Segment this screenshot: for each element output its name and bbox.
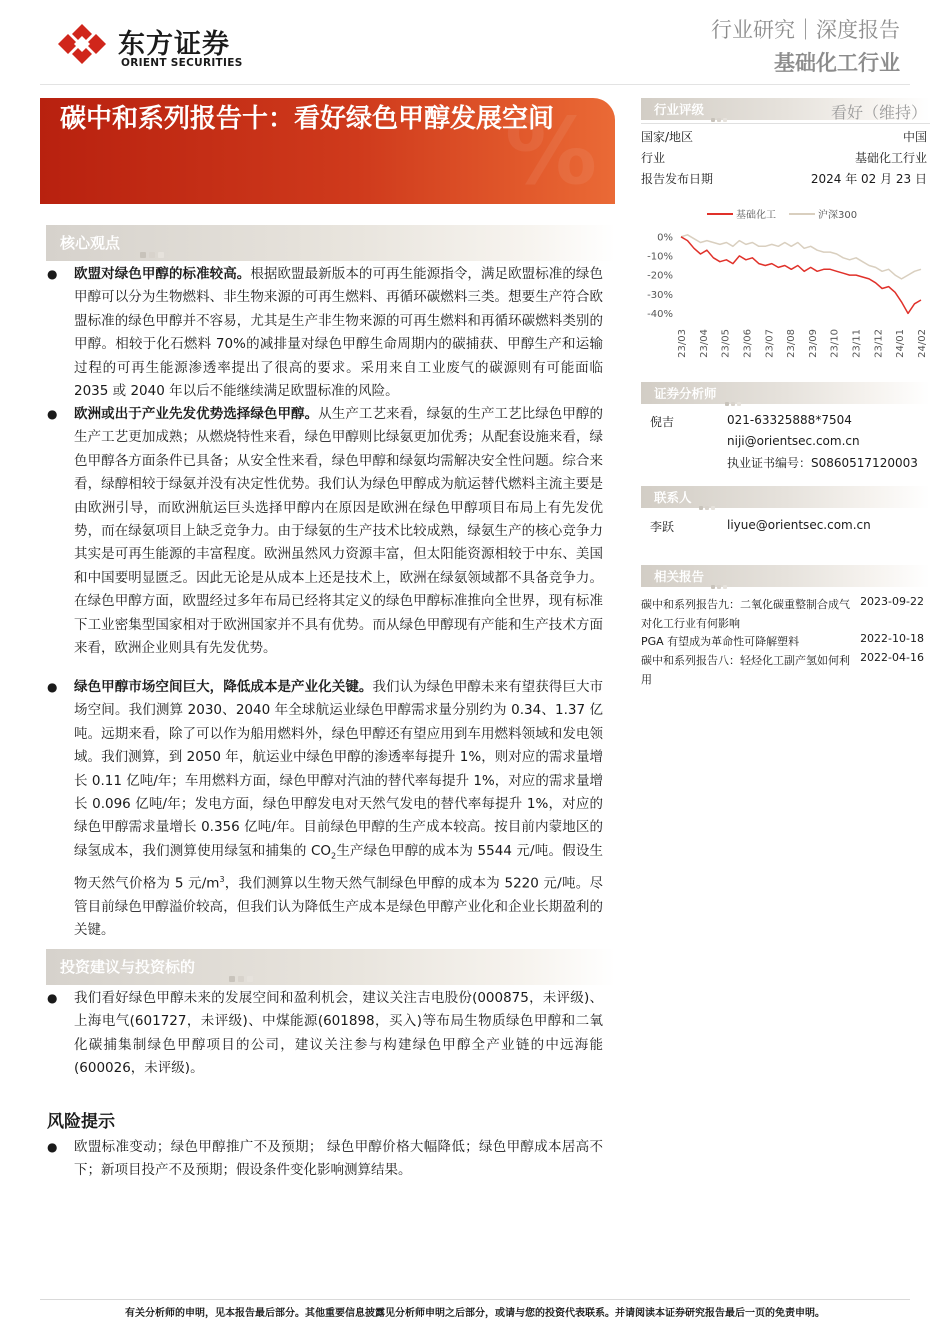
logo-chinese-name: 东方证券 <box>118 29 230 60</box>
legend-label: 基础化工 <box>736 210 776 221</box>
related-report-1[interactable] <box>641 595 930 633</box>
related-report-3[interactable] <box>641 651 930 689</box>
section-title: 投资建议与投资标的 <box>60 958 196 976</box>
x-tick-label: 24/02 <box>917 329 928 358</box>
related-report-2[interactable] <box>641 632 930 651</box>
header-dots <box>711 574 729 593</box>
legend-label: 沪深300 <box>818 210 858 221</box>
related-label: 相关报告 <box>654 569 705 584</box>
chart-y-ticks <box>647 232 673 320</box>
bullet-body: 根据欧盟最新版本的可再生能源指令，满足欧盟标准的绿色甲醇可以分为生物燃料、非生物来源的可再生燃料、再循环碳燃料三类。想要生产符合欧盟标准的绿色甲醇并不容易，尤其是生产非生物来源的可再生燃料和再循环碳燃料类别的甲醇。相较于化石燃料 70%的减排量对绿色甲醇生命周期内的碳捕获、甲醇生产和运输过程的可再生能源渗透率提出了很高的要求。采用来自工业废气的碳源则有可能面临 2035 或 2040 年以后不能继续满足欧盟标准的风险。 <box>74 266 604 400</box>
title-banner <box>40 98 615 204</box>
analyst-header <box>641 382 930 404</box>
footer-disclaimer: 有关分析师的申明，见本报告最后部分。其他重要信息披露见分析师申明之后部分，或请与您的投资代表联系。并请阅读本证券研究报告最后一页的免责申明。 <box>125 1308 825 1319</box>
x-tick-label: 23/03 <box>677 329 688 358</box>
analyst-email[interactable]: niji@orientsec.com.cn <box>727 434 860 448</box>
info-key: 报告发布日期 <box>641 172 714 186</box>
info-value: 2024 年 02 月 23 日 <box>810 172 927 186</box>
logo-english-name: ORIENT SECURITIES <box>121 57 243 69</box>
subscript-2: 2 <box>331 851 337 861</box>
contact-label: 联系人 <box>654 490 692 505</box>
section-header-core-view <box>46 225 615 261</box>
info-key: 行业 <box>641 151 666 165</box>
industry-name: 基础化工行业 <box>774 51 900 75</box>
footer-divider <box>40 1299 910 1300</box>
related-title: 碳中和系列报告九：二氧化碳重整制合成气对化工行业有何影响 <box>641 598 850 630</box>
bullet-icon: ● <box>47 680 58 694</box>
related-date: 2022-10-18 <box>860 632 924 645</box>
risk-heading: 风险提示 <box>47 1112 115 1132</box>
report-type: 行业研究｜深度报告 <box>711 18 900 42</box>
related-title: PGA 有望成为革命性可降解塑料 <box>641 635 800 648</box>
contact-name: 李跃 <box>650 520 675 534</box>
header-dots <box>725 391 743 410</box>
report-title: 碳中和系列报告十：看好绿色甲醇发展空间 <box>60 104 555 134</box>
related-date: 2022-04-16 <box>860 651 924 664</box>
x-tick-label: 23/08 <box>786 329 798 358</box>
bullet-lead: 欧洲或出于产业先发优势选择绿色甲醇。 <box>74 406 319 422</box>
y-tick-label: -20% <box>647 270 673 282</box>
bullet-icon: ● <box>47 991 58 1005</box>
contact-email[interactable]: liyue@orientsec.com.cn <box>727 518 871 532</box>
header-dots <box>229 967 256 986</box>
x-tick-label: 23/06 <box>742 329 754 358</box>
x-tick-label: 23/09 <box>807 329 819 358</box>
info-value: 中国 <box>902 130 927 144</box>
info-value: 基础化工行业 <box>854 151 927 165</box>
chart-legend <box>707 208 857 221</box>
bullet-icon: ● <box>47 407 58 421</box>
y-tick-label: -40% <box>647 308 673 320</box>
header-dots <box>140 243 167 262</box>
x-tick-label: 23/05 <box>720 329 732 358</box>
bullet-body-cont: 生产绿色甲醇的成本为 5544 元/吨。假设生物天然气价格为 5 元/m <box>74 842 603 892</box>
x-tick-label: 23/12 <box>873 329 885 358</box>
y-tick-label: 0% <box>657 232 673 244</box>
investment-bullet <box>47 987 603 1081</box>
info-key: 国家/地区 <box>641 130 694 144</box>
bullet-lead: 欧盟对绿色甲醇的标准较高。 <box>74 266 251 282</box>
related-title: 碳中和系列报告八：轻烃化工副产氢如何利用 <box>641 654 850 686</box>
contact-header <box>641 486 930 508</box>
section-title: 核心观点 <box>60 234 121 252</box>
analyst-name: 倪吉 <box>650 415 675 429</box>
bullet-body: 我们认为绿色甲醇未来有望获得巨大市场空间。我们测算 2030、2040 年全球航运业绿色甲醇需求量分别约为 0.34、1.37 亿吨。远期来看，除了可以作为船用燃料外，绿色甲醇还有望应用到车用燃料领域和发电领域。我们测算，到 2050 年，航运业中绿色甲醇的渗透率每提升 1%，则对应的需求量增长 0.11 亿吨/年；车用燃料方面，绿色甲醇对汽油的替代率每提升 1%，对应的需求量增长 0.096 亿吨/年；发电方面，绿色甲醇发电对天然气发电的替代率每提升 1%，对应的绿色甲醇需求量增长 0.356 亿吨/年。目前绿色甲醇的生产成本较高。按目前内蒙地区的绿氢成本，我们测算使用绿氢和捕集的 CO <box>74 679 604 859</box>
header-dots <box>699 495 717 514</box>
y-tick-label: -10% <box>647 251 673 263</box>
bullet-lead: 绿色甲醇市场空间巨大，降低成本是产业化关键。 <box>74 679 373 695</box>
x-tick-label: 23/11 <box>851 329 863 358</box>
rating-label: 行业评级 <box>654 102 705 117</box>
analyst-cert: 执业证书编号：S0860517120003 <box>727 456 918 470</box>
performance-chart <box>641 203 930 365</box>
banner-decoration: % <box>504 98 597 204</box>
x-tick-label: 23/04 <box>698 329 710 358</box>
sidebar-divider <box>641 123 930 124</box>
investment-text: 我们看好绿色甲醇未来的发展空间和盈利机会，建议关注吉电股份(000875，未评级)、上海电气(601727，未评级)、中煤能源(601898，买入)等布局生物质绿色甲醇和二氧化碳捕集制绿色甲醇项目的公司，建议关注参与构建绿色甲醇全产业链的中远海能(600026，未评级)。 <box>74 990 603 1077</box>
chart-x-ticks <box>677 329 928 358</box>
header-divider <box>40 84 910 85</box>
bullet-body-end: ，我们测算以生物天然气制绿色甲醇的成本为 5220 元/吨。尽管目前绿色甲醇溢价较高，但我们认为降低生产成本是绿色甲醇产业化和企业长期盈利的关键。 <box>74 875 603 939</box>
x-tick-label: 23/07 <box>764 329 776 358</box>
bullet-body: 从生产工艺来看，绿氨的生产工艺比绿色甲醇的生产工艺更加成熟；从燃烧特性来看，绿色甲醇则比绿氨更加优秀；从配套设施来看，绿色甲醇各方面条件已具备；从安全性来看，绿色甲醇和绿氨均需解决安全性问题。综合来看，绿醇相较于绿氨并没有决定性优势。我们认为绿色甲醇成为航运替代燃料主流主要是由欧洲引导，而欧洲航运巨头选择甲醇内在原因是欧洲在绿色甲醇项目布局上有先发优势，而在绿氨项目上缺乏竞争力。由于绿氨的生产技术比较成熟，绿氨生产的核心竞争力其实是可再生能源的丰富程度。欧洲虽然风力资源丰富，但太阳能资源相较于中东、美国和中国要明显匮乏。因此无论是从成本上还是技术上，欧洲在绿氨领域都不具备竞争力。在绿色甲醇方面，欧盟经过多年布局已经将其定义的绿色甲醇标准推向全世界，现有标准下工业密集型国家相对于欧洲国家并不具有优势。而从绿色甲醇现有产能和生产技术方面来看，欧洲企业则具有先发优势。 <box>74 406 604 657</box>
series-line <box>681 237 921 314</box>
rating-value: 看好（维持） <box>830 103 927 122</box>
core-bullet-1 <box>47 263 603 403</box>
core-bullet-3 <box>47 676 603 943</box>
analyst-label: 证券分析师 <box>654 386 717 401</box>
risk-text: 欧盟标准变动；绿色甲醇推广不及预期； 绿色甲醇价格大幅降低；绿色甲醇成本居高不下；新项目投产不及预期；假设条件变化影响测算结果。 <box>74 1139 603 1179</box>
series-line <box>681 235 921 279</box>
y-tick-label: -30% <box>647 289 673 301</box>
core-bullet-2 <box>47 403 603 660</box>
x-tick-label: 24/01 <box>895 329 907 358</box>
section-header-investment <box>46 949 615 985</box>
risk-bullet <box>47 1136 603 1183</box>
orient-logo-icon <box>54 24 110 64</box>
x-tick-label: 23/10 <box>829 329 841 358</box>
chart-lines <box>681 235 921 314</box>
analyst-phone: 021-63325888*7504 <box>727 413 852 427</box>
superscript-3: 3 <box>219 874 225 884</box>
related-header <box>641 565 930 587</box>
related-date: 2023-09-22 <box>860 595 924 608</box>
info-row-industry <box>641 149 927 169</box>
info-row-date <box>641 170 927 190</box>
bullet-icon: ● <box>47 1140 58 1154</box>
bullet-icon: ● <box>47 267 58 281</box>
info-row-region <box>641 128 927 148</box>
